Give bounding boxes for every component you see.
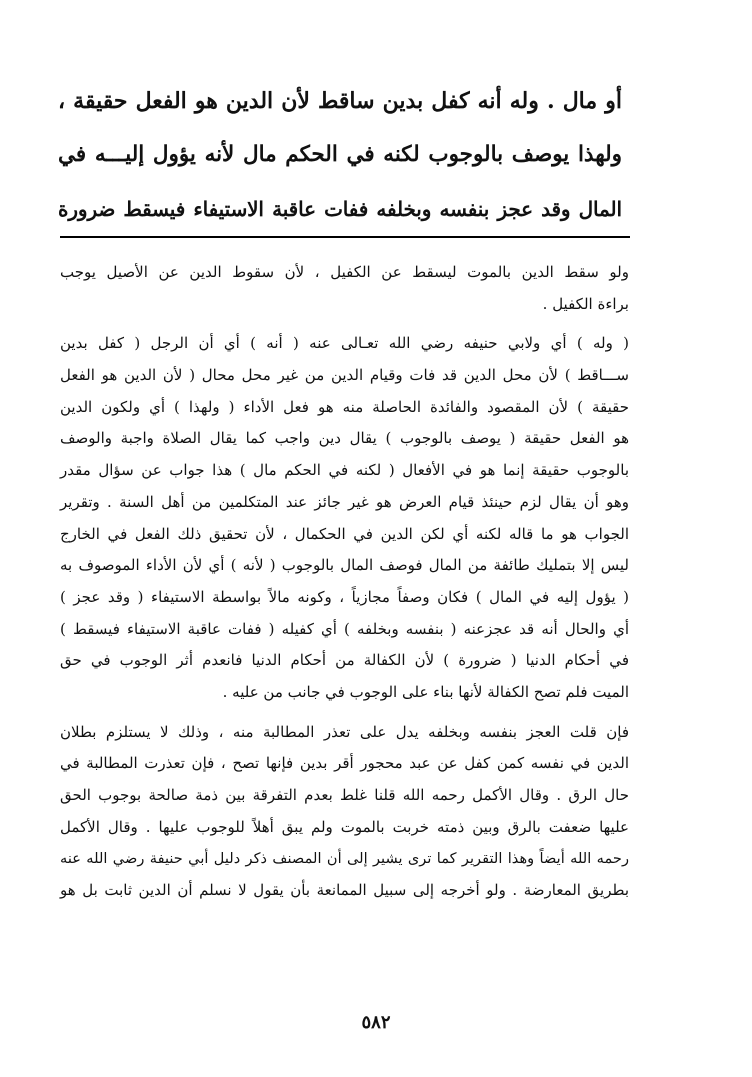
commentary-line: هو الفعل حقيقة ( يوصف بالوجوب ) يقال دين واجب كما يقال الصلاة واجبة والوصف xyxy=(60,429,629,448)
commentary-line: الدين في نفسه كمن كفل عن عبد محجور أقر بدين فإنها تصح ، فإن تعذرت المطالبة في xyxy=(60,754,629,773)
commentary-line: عليها ضعفت بالرق وبين ذمته خربت بالموت ولم يبق أهلاً للوجوب عليها . وقال الأكمل xyxy=(60,817,629,836)
commentary-line: رحمه الله أيضاً وهذا التقرير كما ترى يشير إلى أن المصنف ذكر دليل أبي حنيفة رضي الله عنه xyxy=(60,850,629,868)
main-text-line: المال وقد عجز بنفسه وبخلفه ففات عاقبة الاستيفاء فيسقط ضرورة xyxy=(58,197,622,221)
commentary-paragraph xyxy=(60,717,629,907)
main-text-block xyxy=(58,74,622,236)
commentary-line: بطريق المعارضة . ولو أخرجه إلى سبيل الممانعة بأن يقول لا نسلم أن الدين ثابت بل هو xyxy=(60,881,629,900)
separator-rule xyxy=(60,236,630,238)
commentary-line: حقيقة ) لأن المقصود والفائدة الحاصلة منه هو فعل الأداء ( ولهذا ) أي ولكون الدين xyxy=(60,397,629,416)
commentary-line: الميت فلم تصح الكفالة لأنها بناء على الوجوب في جانب من عليه . xyxy=(222,682,629,701)
commentary-line: فإن قلت العجز بنفسه وبخلفه يدل على تعذر المطالبة منه ، وذلك لا يستلزم بطلان xyxy=(60,722,629,741)
commentary-line: ( وله ) أي ولابي حنيفه رضي الله تعـالى عنه ( أنه ) أي أن الرجل ( كفل بدين xyxy=(60,334,629,353)
commentary-line: بالوجوب حقيقة إنما هو في الأفعال ( لكنه في الحكم مال ) هذا جواب عن سؤال مقدر xyxy=(60,461,629,480)
commentary-line: ليس إلا بتمليك طائفة من المال فوصف المال بالوجوب ( لأنه ) أي لأن الأداء الموصوف به xyxy=(60,556,629,575)
page-number: ٥٨٢ xyxy=(361,1012,391,1033)
main-text-line: ولهذا يوصف بالوجوب لكنه في الحكم مال لأنه يؤول إليـــه في xyxy=(58,142,622,167)
commentary-line: أي والحال أنه قد عجزعنه ( بنفسه وبخلفه ) أي كفيله ( ففات عاقبة الاستيفاء فيسقط ) xyxy=(60,619,629,638)
main-text-line: أو مال . وله أنه كفل بدين ساقط لأن الدين هو الفعل حقيقة ، xyxy=(58,88,622,114)
commentary-line: ســـاقط ) لأن محل الدين قد فات وقيام الدين من غير محل محال ( لأن الدين هو الفعل xyxy=(60,366,629,385)
commentary-paragraph xyxy=(60,257,629,320)
commentary-line: حال الرق . وقال الأكمل رحمه الله قلنا غلط بعدم التفرقة بين ذمة صالحة بوجوب الحق xyxy=(60,786,629,804)
commentary-line: الجواب هو ما قاله لكنه أي لكن الدين في الحكمال ، لأن تحقيق ذلك الفعل في الخارج xyxy=(60,524,629,543)
commentary-line: وهو أن يقال لزم حينئذ قيام العرض هو غير جائز عند المتكلمين من أهل السنة . وتقرير xyxy=(60,492,629,511)
commentary-line: براءة الكفيل . xyxy=(542,294,629,313)
commentary-line: ولو سقط الدين بالموت ليسقط عن الكفيل ، لأن سقوط الدين عن الأصيل يوجب xyxy=(60,263,629,281)
commentary-line: ( يؤول إليه في المال ) فكان وصفاً مجازياً ، وكونه مالاً بواسطة الاستيفاء ( وقد عجز ) xyxy=(60,587,629,606)
commentary-paragraph xyxy=(60,328,629,708)
commentary-line: في أحكام الدنيا ( ضرورة ) لأن الكفالة من أحكام الدنيا فانعدم أثر الوجوب في حق xyxy=(60,651,629,670)
commentary-block xyxy=(60,257,629,915)
